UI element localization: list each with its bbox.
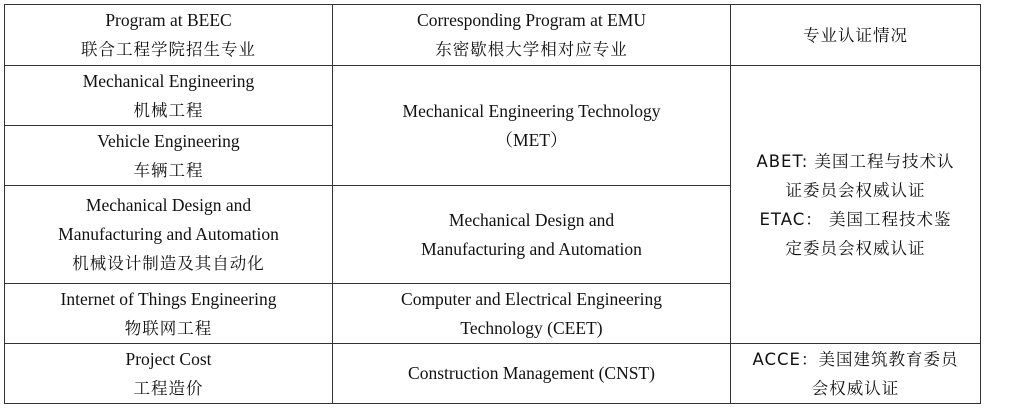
- cell-mechanical-engineering: [5, 66, 333, 126]
- mdma-beec-line2: Manufacturing and Automation: [58, 224, 279, 244]
- abet-line2: 证委员会权威认证: [785, 180, 926, 200]
- mdma-beec-line1: Mechanical Design and: [85, 195, 252, 215]
- vehicle-engineering-cn: 车辆工程: [133, 160, 204, 180]
- met-line1: Mechanical Engineering Technology: [402, 100, 661, 121]
- table-row-mechanical-engineering: [5, 66, 981, 126]
- program-table-container: [4, 4, 981, 404]
- mechanical-engineering-en: Mechanical Engineering: [82, 70, 255, 91]
- project-cost-cn: 工程造价: [133, 378, 204, 398]
- cnst-en: Construction Management (CNST): [408, 363, 655, 383]
- mdma-emu-line1: Mechanical Design and: [448, 209, 615, 230]
- vehicle-engineering-en: Vehicle Engineering: [97, 130, 240, 151]
- mechanical-engineering-cn: 机械工程: [133, 100, 204, 120]
- header-program-emu-cn: 东密歇根大学相对应专业: [435, 40, 628, 59]
- header-accreditation: [731, 5, 981, 66]
- project-cost-en: Project Cost: [125, 348, 212, 369]
- header-program-beec-cn: 联合工程学院招生专业: [81, 40, 256, 59]
- table-header-row: [5, 5, 981, 66]
- header-program-beec: [5, 5, 333, 66]
- cell-ceet: [333, 284, 731, 344]
- cell-mdma-emu: [333, 186, 731, 284]
- header-program-emu: [333, 5, 731, 66]
- etac-line1: ETAC： 美国工程技术鉴: [759, 209, 952, 229]
- etac-line2: 定委员会权威认证: [785, 238, 926, 258]
- iot-cn: 物联网工程: [124, 318, 213, 338]
- cell-iot: [5, 284, 333, 344]
- header-program-emu-en: Corresponding Program at EMU: [417, 10, 646, 30]
- ceet-line1: Computer and Electrical Engineering: [401, 288, 662, 309]
- acce-line1: ACCE：美国建筑教育委员: [752, 349, 959, 369]
- acce-line2: 会权威认证: [811, 378, 900, 398]
- cell-accreditation-acce: [731, 344, 981, 404]
- mdma-emu-line2: Manufacturing and Automation: [421, 238, 642, 259]
- met-line2: （MET）: [495, 129, 568, 150]
- cell-mdma-beec: [5, 186, 333, 284]
- cell-accreditation-abet-etac: [731, 66, 981, 344]
- header-accreditation-cn: 专业认证情况: [803, 25, 908, 45]
- iot-en: Internet of Things Engineering: [60, 288, 277, 309]
- mdma-beec-cn: 机械设计制造及其自动化: [72, 254, 265, 273]
- table-row-project-cost: [5, 344, 981, 404]
- cell-met: [333, 66, 731, 186]
- cell-vehicle-engineering: [5, 126, 333, 186]
- ceet-line2: Technology (CEET): [460, 317, 603, 338]
- abet-line1: ABET: 美国工程与技术认: [756, 151, 955, 171]
- program-correspondence-table: [4, 4, 981, 404]
- header-program-beec-en: Program at BEEC: [105, 10, 232, 30]
- cell-cnst: [333, 344, 731, 404]
- cell-project-cost: [5, 344, 333, 404]
